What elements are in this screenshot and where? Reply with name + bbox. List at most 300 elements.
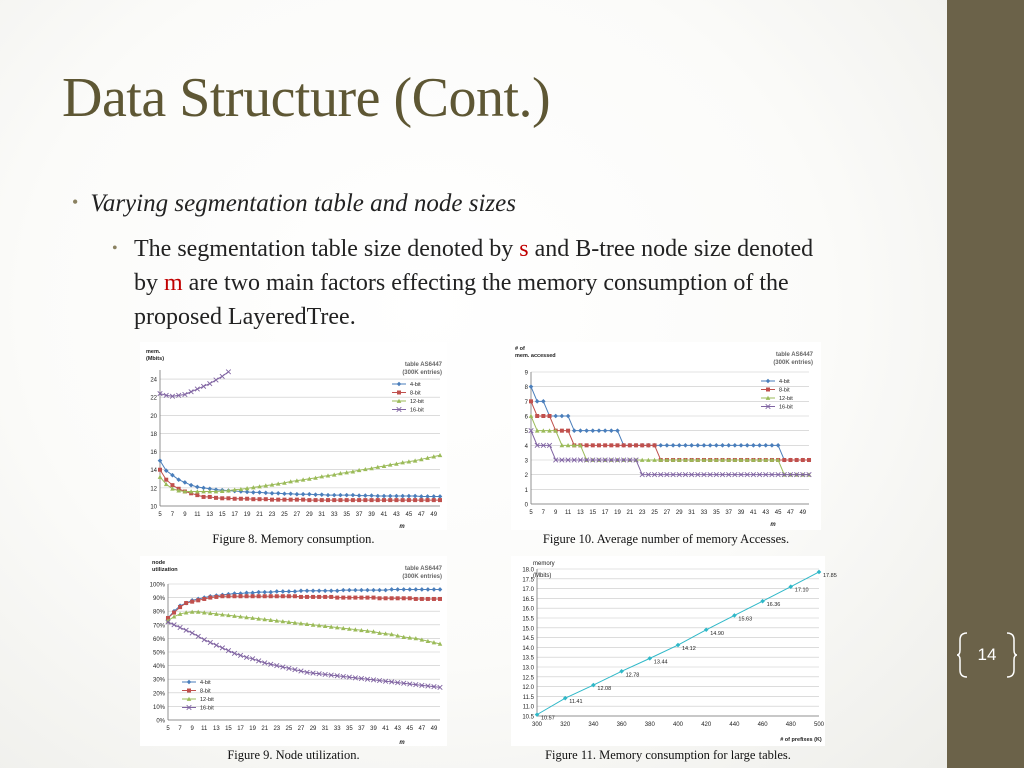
x-tick-label: 23 — [273, 726, 281, 732]
data-point — [590, 428, 595, 433]
data-point — [270, 498, 274, 502]
data-point — [245, 594, 249, 598]
data-point — [332, 498, 336, 502]
data-point — [301, 492, 306, 497]
data-point — [763, 443, 768, 448]
data-point — [189, 483, 194, 488]
y-tick-label: 20 — [150, 413, 157, 420]
data-point — [584, 428, 589, 433]
data-point — [566, 414, 571, 419]
data-point — [214, 378, 219, 383]
bullet-dot: • — [112, 240, 118, 257]
data-point — [359, 588, 364, 593]
data-point — [401, 587, 406, 592]
data-point — [732, 613, 737, 618]
data-point — [202, 597, 206, 601]
data-point — [585, 443, 589, 447]
data-point — [313, 492, 318, 497]
data-point — [677, 443, 682, 448]
data-point — [317, 589, 322, 594]
data-point — [566, 429, 570, 433]
x-tick-label: 13 — [206, 512, 214, 518]
x-tick-label: 320 — [560, 722, 571, 728]
data-point — [245, 497, 249, 501]
data-label: 15.63 — [738, 616, 753, 623]
y-tick-label: 13.5 — [522, 655, 534, 662]
data-point — [591, 443, 595, 447]
data-point — [733, 443, 738, 448]
data-point — [307, 498, 311, 502]
data-point — [541, 399, 546, 404]
data-point — [720, 443, 725, 448]
data-point — [158, 475, 163, 479]
data-point — [801, 458, 805, 462]
x-tick-label: 440 — [729, 722, 740, 728]
data-point — [426, 587, 431, 592]
data-label: 10.57 — [541, 715, 555, 722]
x-tick-label: 19 — [614, 510, 621, 516]
x-tick-label: 5 — [529, 510, 533, 516]
data-point — [751, 443, 756, 448]
data-point — [788, 458, 792, 462]
y-tick-label: 10.5 — [522, 714, 534, 721]
data-point — [326, 493, 331, 498]
series-line-16-bit — [531, 431, 809, 475]
data-point — [190, 631, 195, 636]
data-point — [195, 485, 200, 490]
y-tick-label: 5 — [524, 429, 528, 436]
data-point — [239, 594, 243, 598]
data-label: 13.44 — [653, 659, 668, 666]
page-number: 14 — [977, 645, 997, 664]
data-label: 12.78 — [625, 672, 640, 679]
data-point — [276, 491, 281, 496]
x-tick-label: 13 — [577, 510, 584, 516]
data-point — [615, 443, 619, 447]
data-point — [353, 588, 358, 593]
x-tick-label: 37 — [358, 726, 365, 732]
data-point — [726, 443, 731, 448]
y-tick-label: 4 — [524, 443, 528, 450]
data-point — [214, 496, 218, 500]
x-tick-label: 47 — [417, 512, 425, 518]
y-tick-label: 100% — [149, 582, 165, 589]
data-point — [438, 587, 443, 592]
x-tick-label: 420 — [701, 722, 712, 728]
data-point — [708, 443, 713, 448]
x-tick-label: 27 — [297, 726, 305, 732]
data-point — [345, 498, 349, 502]
data-point — [183, 480, 188, 485]
data-point — [326, 498, 330, 502]
figure-11-caption: Figure 11. Memory consumption for large tables. — [545, 748, 791, 762]
variable-m: m — [164, 270, 183, 296]
data-point — [232, 594, 236, 598]
data-point — [184, 628, 189, 633]
x-tick-label: 17 — [231, 512, 239, 518]
data-point — [535, 414, 539, 418]
data-point — [438, 498, 442, 502]
data-point — [256, 590, 261, 595]
data-point — [305, 595, 309, 599]
data-point — [288, 491, 293, 496]
x-tick-label: 37 — [725, 510, 733, 516]
x-tick-label: 7 — [541, 510, 546, 516]
y-tick-label: 17.5 — [522, 577, 534, 584]
data-point — [329, 589, 334, 594]
data-point — [196, 598, 200, 602]
x-tick-label: 340 — [588, 722, 599, 728]
y-tick-label: 50% — [152, 650, 165, 657]
data-point — [597, 428, 602, 433]
data-point — [388, 498, 392, 502]
data-point — [184, 601, 188, 605]
y-axis-title-unit: (Mbits) — [533, 573, 552, 579]
x-tick-label: 29 — [305, 512, 313, 518]
data-point — [338, 498, 342, 502]
data-point — [395, 587, 400, 592]
data-point — [683, 443, 688, 448]
data-point — [529, 384, 534, 389]
data-point — [353, 596, 357, 600]
data-point — [795, 458, 799, 462]
x-tick-label: 31 — [688, 510, 695, 516]
data-point — [256, 659, 261, 664]
legend-marker — [766, 379, 771, 384]
y-tick-label: 15.5 — [522, 616, 534, 623]
data-point — [702, 443, 707, 448]
data-point — [226, 594, 230, 598]
data-point — [548, 414, 552, 418]
data-point — [207, 381, 212, 386]
data-point — [739, 443, 744, 448]
figure-10-svg — [511, 342, 821, 530]
x-tick-label: 9 — [554, 510, 558, 516]
data-point — [426, 597, 430, 601]
data-point — [251, 497, 255, 501]
x-tick-label: 7 — [170, 512, 175, 518]
data-point — [251, 490, 256, 495]
x-tick-label: 380 — [644, 722, 655, 728]
y-tick-label: 30% — [152, 677, 165, 684]
data-point — [714, 443, 719, 448]
y-axis-title-line2: utilization — [152, 567, 178, 573]
data-label: 14.12 — [682, 646, 696, 653]
data-point — [238, 653, 243, 658]
x-tick-label: 25 — [285, 726, 293, 732]
x-tick-label: 31 — [321, 726, 329, 732]
x-tick-label: 5 — [166, 726, 170, 732]
data-point — [195, 387, 200, 392]
x-tick-label: 43 — [393, 512, 400, 518]
x-tick-label: 35 — [345, 726, 353, 732]
x-tick-label: 47 — [418, 726, 426, 732]
y-tick-label: 24 — [150, 377, 157, 384]
chart-note-line1: table AS6447 — [404, 566, 442, 572]
data-label: 11.41 — [569, 699, 583, 706]
data-point — [305, 589, 310, 594]
legend-label: 8-bit — [200, 688, 211, 695]
data-point — [201, 384, 206, 389]
figure-11-chart — [511, 556, 837, 746]
x-tick-label: 23 — [268, 512, 276, 518]
x-axis-title: # of prefixes (K) — [780, 737, 822, 743]
figure-9-chart — [140, 556, 447, 746]
y-tick-label: 11.5 — [522, 694, 534, 701]
data-point — [408, 596, 412, 600]
data-point — [560, 429, 564, 433]
bullet-level1 — [72, 190, 516, 218]
data-point — [239, 497, 243, 501]
data-point — [226, 370, 231, 375]
data-point — [344, 493, 349, 498]
bullet-level1-text: Varying segmentation table and node sizes — [90, 190, 516, 217]
data-point — [295, 492, 300, 497]
x-tick-label: 33 — [700, 510, 708, 516]
data-point — [282, 498, 286, 502]
data-point — [407, 498, 411, 502]
chart-note-line1: table AS6447 — [775, 352, 813, 358]
data-point — [164, 478, 168, 482]
figure-11-svg — [511, 556, 837, 746]
y-tick-label: 8 — [524, 385, 528, 392]
data-point — [275, 594, 279, 598]
legend-marker — [187, 689, 191, 693]
data-point — [357, 493, 362, 498]
data-point — [770, 443, 775, 448]
data-label: 17.85 — [823, 572, 837, 579]
x-tick-label: 43 — [762, 510, 770, 516]
data-point — [394, 494, 399, 499]
data-point — [407, 494, 412, 499]
data-point — [541, 414, 545, 418]
data-point — [329, 595, 333, 599]
data-point — [287, 589, 292, 594]
data-point — [560, 414, 565, 419]
data-point — [307, 492, 312, 497]
data-point — [389, 587, 394, 592]
x-tick-label: 11 — [201, 726, 208, 732]
legend-marker — [766, 388, 770, 392]
data-point — [264, 497, 268, 501]
data-point — [375, 494, 380, 499]
y-tick-label: 17.0 — [522, 587, 534, 594]
data-point — [665, 443, 670, 448]
data-point — [208, 596, 212, 600]
y-tick-label: 16.5 — [522, 596, 534, 603]
text-part: are two main factors effecting the memory consumption of the proposed LayeredTree. — [134, 270, 789, 330]
x-tick-label: 360 — [616, 722, 627, 728]
data-point — [402, 596, 406, 600]
data-point — [282, 491, 287, 496]
data-point — [263, 491, 268, 496]
data-point — [535, 399, 540, 404]
data-point — [438, 453, 443, 457]
data-point — [646, 443, 650, 447]
x-tick-label: 19 — [243, 512, 251, 518]
y-tick-label: 0 — [524, 502, 528, 509]
chart-note-line2: (300K entries) — [773, 360, 813, 366]
data-point — [676, 643, 681, 648]
y-tick-label: 70% — [152, 623, 165, 630]
y-axis-title: memory — [533, 561, 555, 567]
x-tick-label: 49 — [430, 726, 438, 732]
data-point — [359, 596, 363, 600]
data-point — [603, 443, 607, 447]
x-tick-label: 49 — [430, 512, 438, 518]
x-tick-label: 11 — [564, 510, 572, 516]
legend-label: 8-bit — [410, 390, 421, 397]
page-number-box — [957, 630, 1017, 680]
y-tick-label: 18 — [150, 431, 157, 438]
y-tick-label: 2 — [524, 473, 528, 480]
data-point — [189, 389, 194, 394]
data-point — [214, 643, 219, 648]
x-tick-label: 25 — [281, 512, 288, 518]
data-point — [553, 414, 558, 419]
chart-note-line1: table AS6447 — [404, 362, 442, 368]
data-point — [414, 587, 419, 592]
x-tick-label: 29 — [675, 510, 683, 516]
data-point — [172, 611, 176, 615]
data-point — [293, 594, 297, 598]
x-tick-label: 45 — [405, 512, 413, 518]
data-point — [396, 596, 400, 600]
data-point — [653, 443, 657, 447]
variable-s: s — [519, 236, 529, 262]
data-point — [257, 594, 261, 598]
legend-label: 4-bit — [410, 382, 421, 388]
data-point — [609, 428, 614, 433]
legend-label: 12-bit — [200, 697, 214, 703]
data-point — [208, 495, 212, 499]
data-point — [335, 589, 340, 594]
data-point — [293, 589, 298, 594]
x-tick-label: 13 — [213, 726, 220, 732]
legend-label: 8-bit — [779, 387, 790, 394]
slide-title: Data Structure (Cont.) — [62, 67, 551, 129]
data-point — [370, 498, 374, 502]
data-point — [432, 597, 436, 601]
data-point — [407, 587, 412, 592]
data-point — [776, 443, 781, 448]
y-tick-label: 12 — [150, 486, 157, 493]
data-point — [425, 494, 430, 499]
x-tick-label: 15 — [225, 726, 232, 732]
series-line-12-bit — [168, 612, 440, 644]
y-tick-label: 90% — [152, 596, 165, 603]
data-point — [363, 498, 367, 502]
data-point — [615, 428, 620, 433]
data-point — [388, 494, 393, 499]
data-point — [419, 498, 423, 502]
x-tick-label: 15 — [218, 512, 226, 518]
data-point — [275, 589, 280, 594]
data-point — [269, 594, 273, 598]
y-tick-label: 15.0 — [522, 626, 534, 633]
data-point — [257, 490, 262, 495]
data-point — [226, 496, 230, 500]
legend-label: 16-bit — [410, 407, 424, 414]
data-point — [341, 588, 346, 593]
data-point — [268, 590, 273, 595]
chart-note-line2: (300K entries) — [402, 574, 442, 580]
x-tick-label: 41 — [750, 510, 757, 516]
y-axis-title-line2: mem. accessed — [515, 353, 556, 359]
data-point — [431, 494, 436, 499]
y-tick-label: 16.0 — [522, 606, 534, 613]
legend-marker — [187, 680, 192, 685]
x-tick-label: 7 — [178, 726, 182, 732]
x-tick-label: 17 — [237, 726, 244, 732]
x-tick-label: 25 — [651, 510, 658, 516]
data-point — [658, 443, 663, 448]
data-point — [634, 443, 638, 447]
figure-9-svg — [140, 556, 447, 746]
x-axis-title: m — [399, 740, 405, 746]
data-point — [270, 491, 275, 496]
data-point — [704, 627, 709, 632]
data-point — [281, 589, 286, 594]
data-point — [628, 443, 632, 447]
bullet-level2-text — [134, 232, 842, 334]
x-tick-label: 33 — [333, 726, 341, 732]
x-tick-label: 21 — [256, 512, 263, 518]
data-point — [178, 605, 182, 609]
data-point — [619, 669, 624, 674]
data-point — [438, 494, 443, 499]
y-tick-label: 80% — [152, 609, 165, 616]
data-point — [263, 594, 267, 598]
data-point — [220, 374, 225, 379]
data-point — [376, 498, 380, 502]
data-point — [319, 492, 324, 497]
data-label: 17.10 — [794, 587, 809, 594]
x-tick-label: 41 — [380, 512, 388, 518]
data-point — [390, 596, 394, 600]
data-point — [419, 494, 424, 499]
legend-label: 4-bit — [779, 379, 790, 385]
data-label: 16.36 — [766, 602, 781, 609]
data-point — [323, 595, 327, 599]
data-point — [401, 498, 405, 502]
x-tick-label: 460 — [757, 722, 768, 728]
data-point — [365, 596, 369, 600]
x-tick-label: 17 — [601, 510, 609, 516]
y-tick-label: 9 — [524, 370, 528, 377]
figure-9-caption: Figure 9. Node utilization. — [227, 748, 360, 762]
data-point — [363, 493, 368, 498]
x-tick-label: 11 — [194, 512, 201, 518]
data-point — [578, 428, 583, 433]
data-point — [782, 458, 786, 462]
x-tick-label: 480 — [785, 722, 796, 728]
data-point — [378, 596, 382, 600]
y-tick-label: 1 — [524, 487, 528, 494]
legend-label: 12-bit — [410, 399, 424, 405]
data-point — [689, 443, 694, 448]
y-tick-label: 7 — [524, 399, 528, 406]
x-tick-label: 45 — [406, 726, 414, 732]
data-point — [671, 443, 676, 448]
y-tick-label: 6 — [524, 414, 528, 421]
data-point — [745, 443, 750, 448]
data-point — [371, 588, 376, 593]
data-point — [413, 494, 418, 499]
data-point — [648, 656, 653, 661]
x-tick-label: 500 — [813, 722, 825, 728]
y-tick-label: 10% — [152, 704, 165, 711]
